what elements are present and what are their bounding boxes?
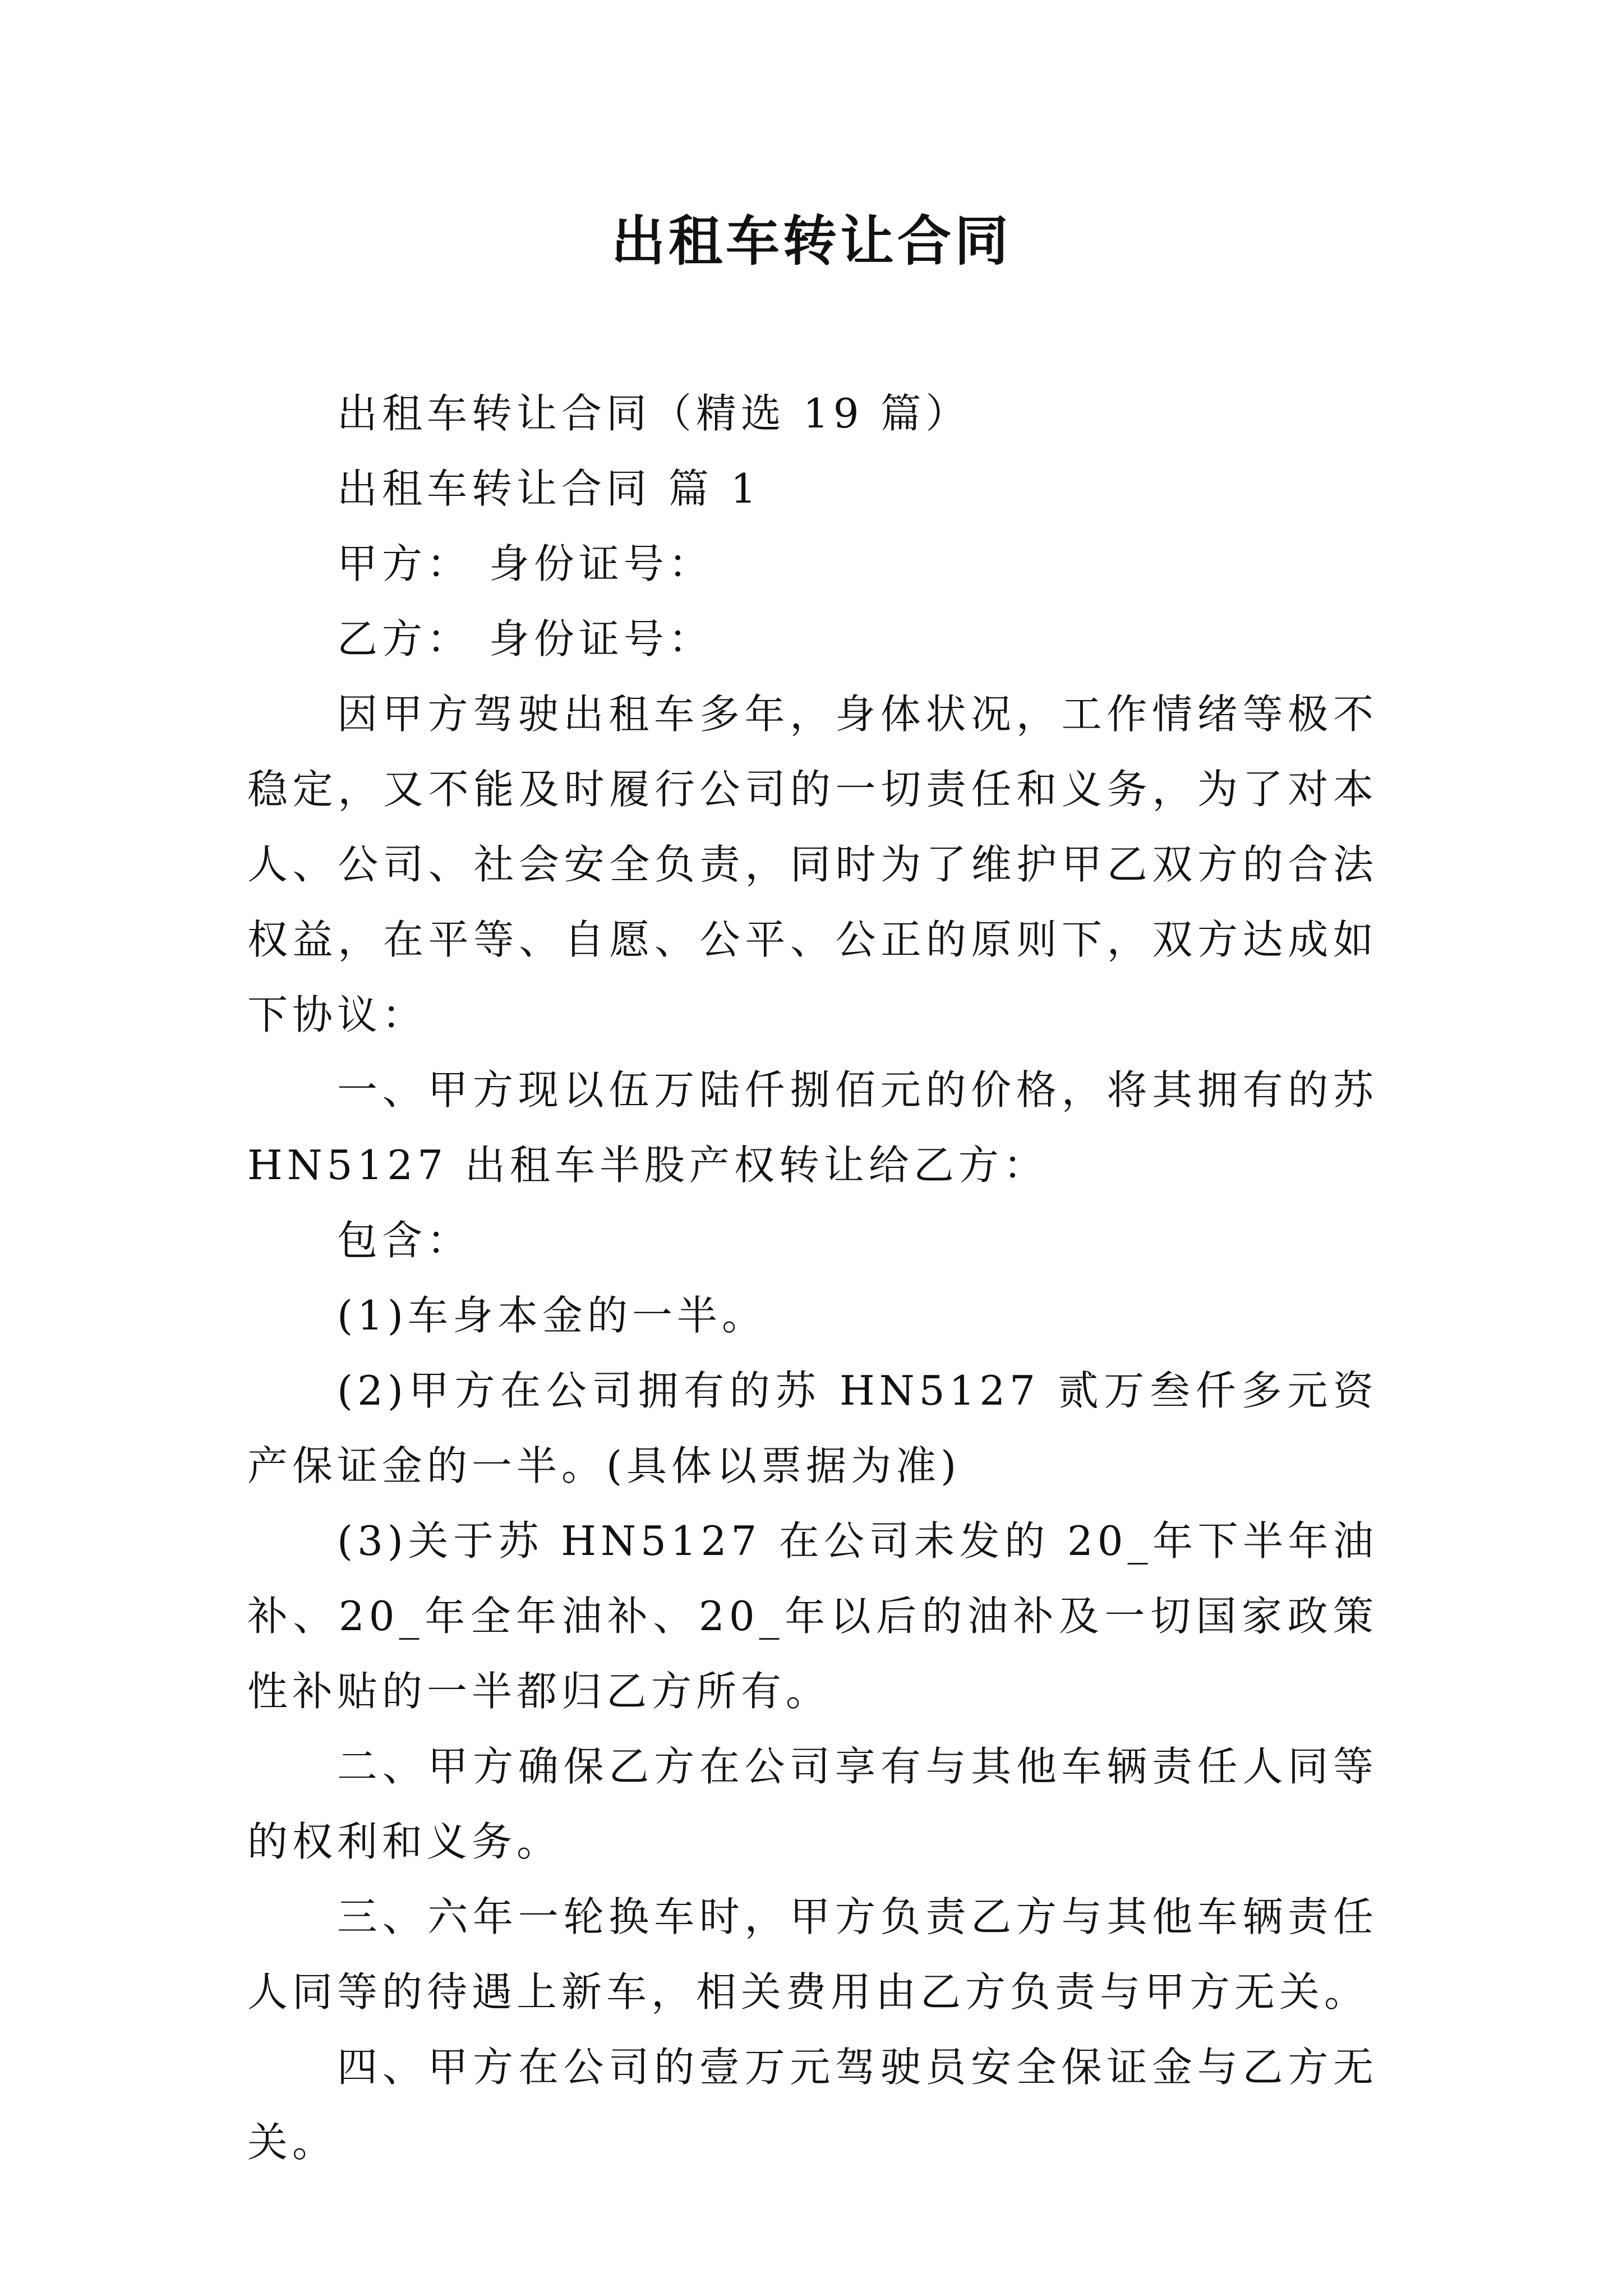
preamble-paragraph: 因甲方驾驶出租车多年，身体状况，工作情绪等极不稳定，又不能及时履行公司的一切责任和义务，为了对本人、公司、社会安全负责，同时为了维护甲乙双方的合法权益，在平等、自愿、公平、公正的原则下，双方达成如下协议： bbox=[247, 691, 1378, 1038]
includes-label: 包含： bbox=[337, 1217, 472, 1264]
subtitle: 出租车转让合同（精选 19 篇） bbox=[337, 390, 971, 437]
party-a-line: 甲方： 身份证号： bbox=[337, 540, 713, 587]
clause-2: 二、甲方确保乙方在公司享有与其他车辆责任人同等的权利和义务。 bbox=[247, 1743, 1378, 1865]
document-body bbox=[247, 376, 1378, 2180]
item-2: (2)甲方在公司拥有的苏 HN5127 贰万叁仟多元资产保证金的一半。(具体以票据为准) bbox=[247, 1367, 1378, 1489]
clause-4: 四、甲方在公司的壹万元驾驶员安全保证金与乙方无关。 bbox=[247, 2044, 1378, 2166]
clause-1: 一、甲方现以伍万陆仟捌佰元的价格，将其拥有的苏 HN5127 出租车半股产权转让给乙方： bbox=[247, 1066, 1378, 1189]
document-title: 出租车转让合同 bbox=[611, 209, 1012, 273]
clause-3: 三、六年一轮换车时，甲方负责乙方与其他车辆责任人同等的待遇上新车，相关费用由乙方负责与甲方无关。 bbox=[247, 1893, 1378, 2016]
section-heading: 出租车转让合同 篇 1 bbox=[337, 465, 761, 512]
item-3: (3)关于苏 HN5127 在公司未发的 20_年下半年油补、20_年全年油补、20_年以后的油补及一切国家政策性补贴的一半都归乙方所有。 bbox=[247, 1517, 1378, 1715]
item-1: (1)车身本金的一半。 bbox=[337, 1292, 767, 1339]
party-b-line: 乙方： 身份证号： bbox=[337, 615, 713, 662]
